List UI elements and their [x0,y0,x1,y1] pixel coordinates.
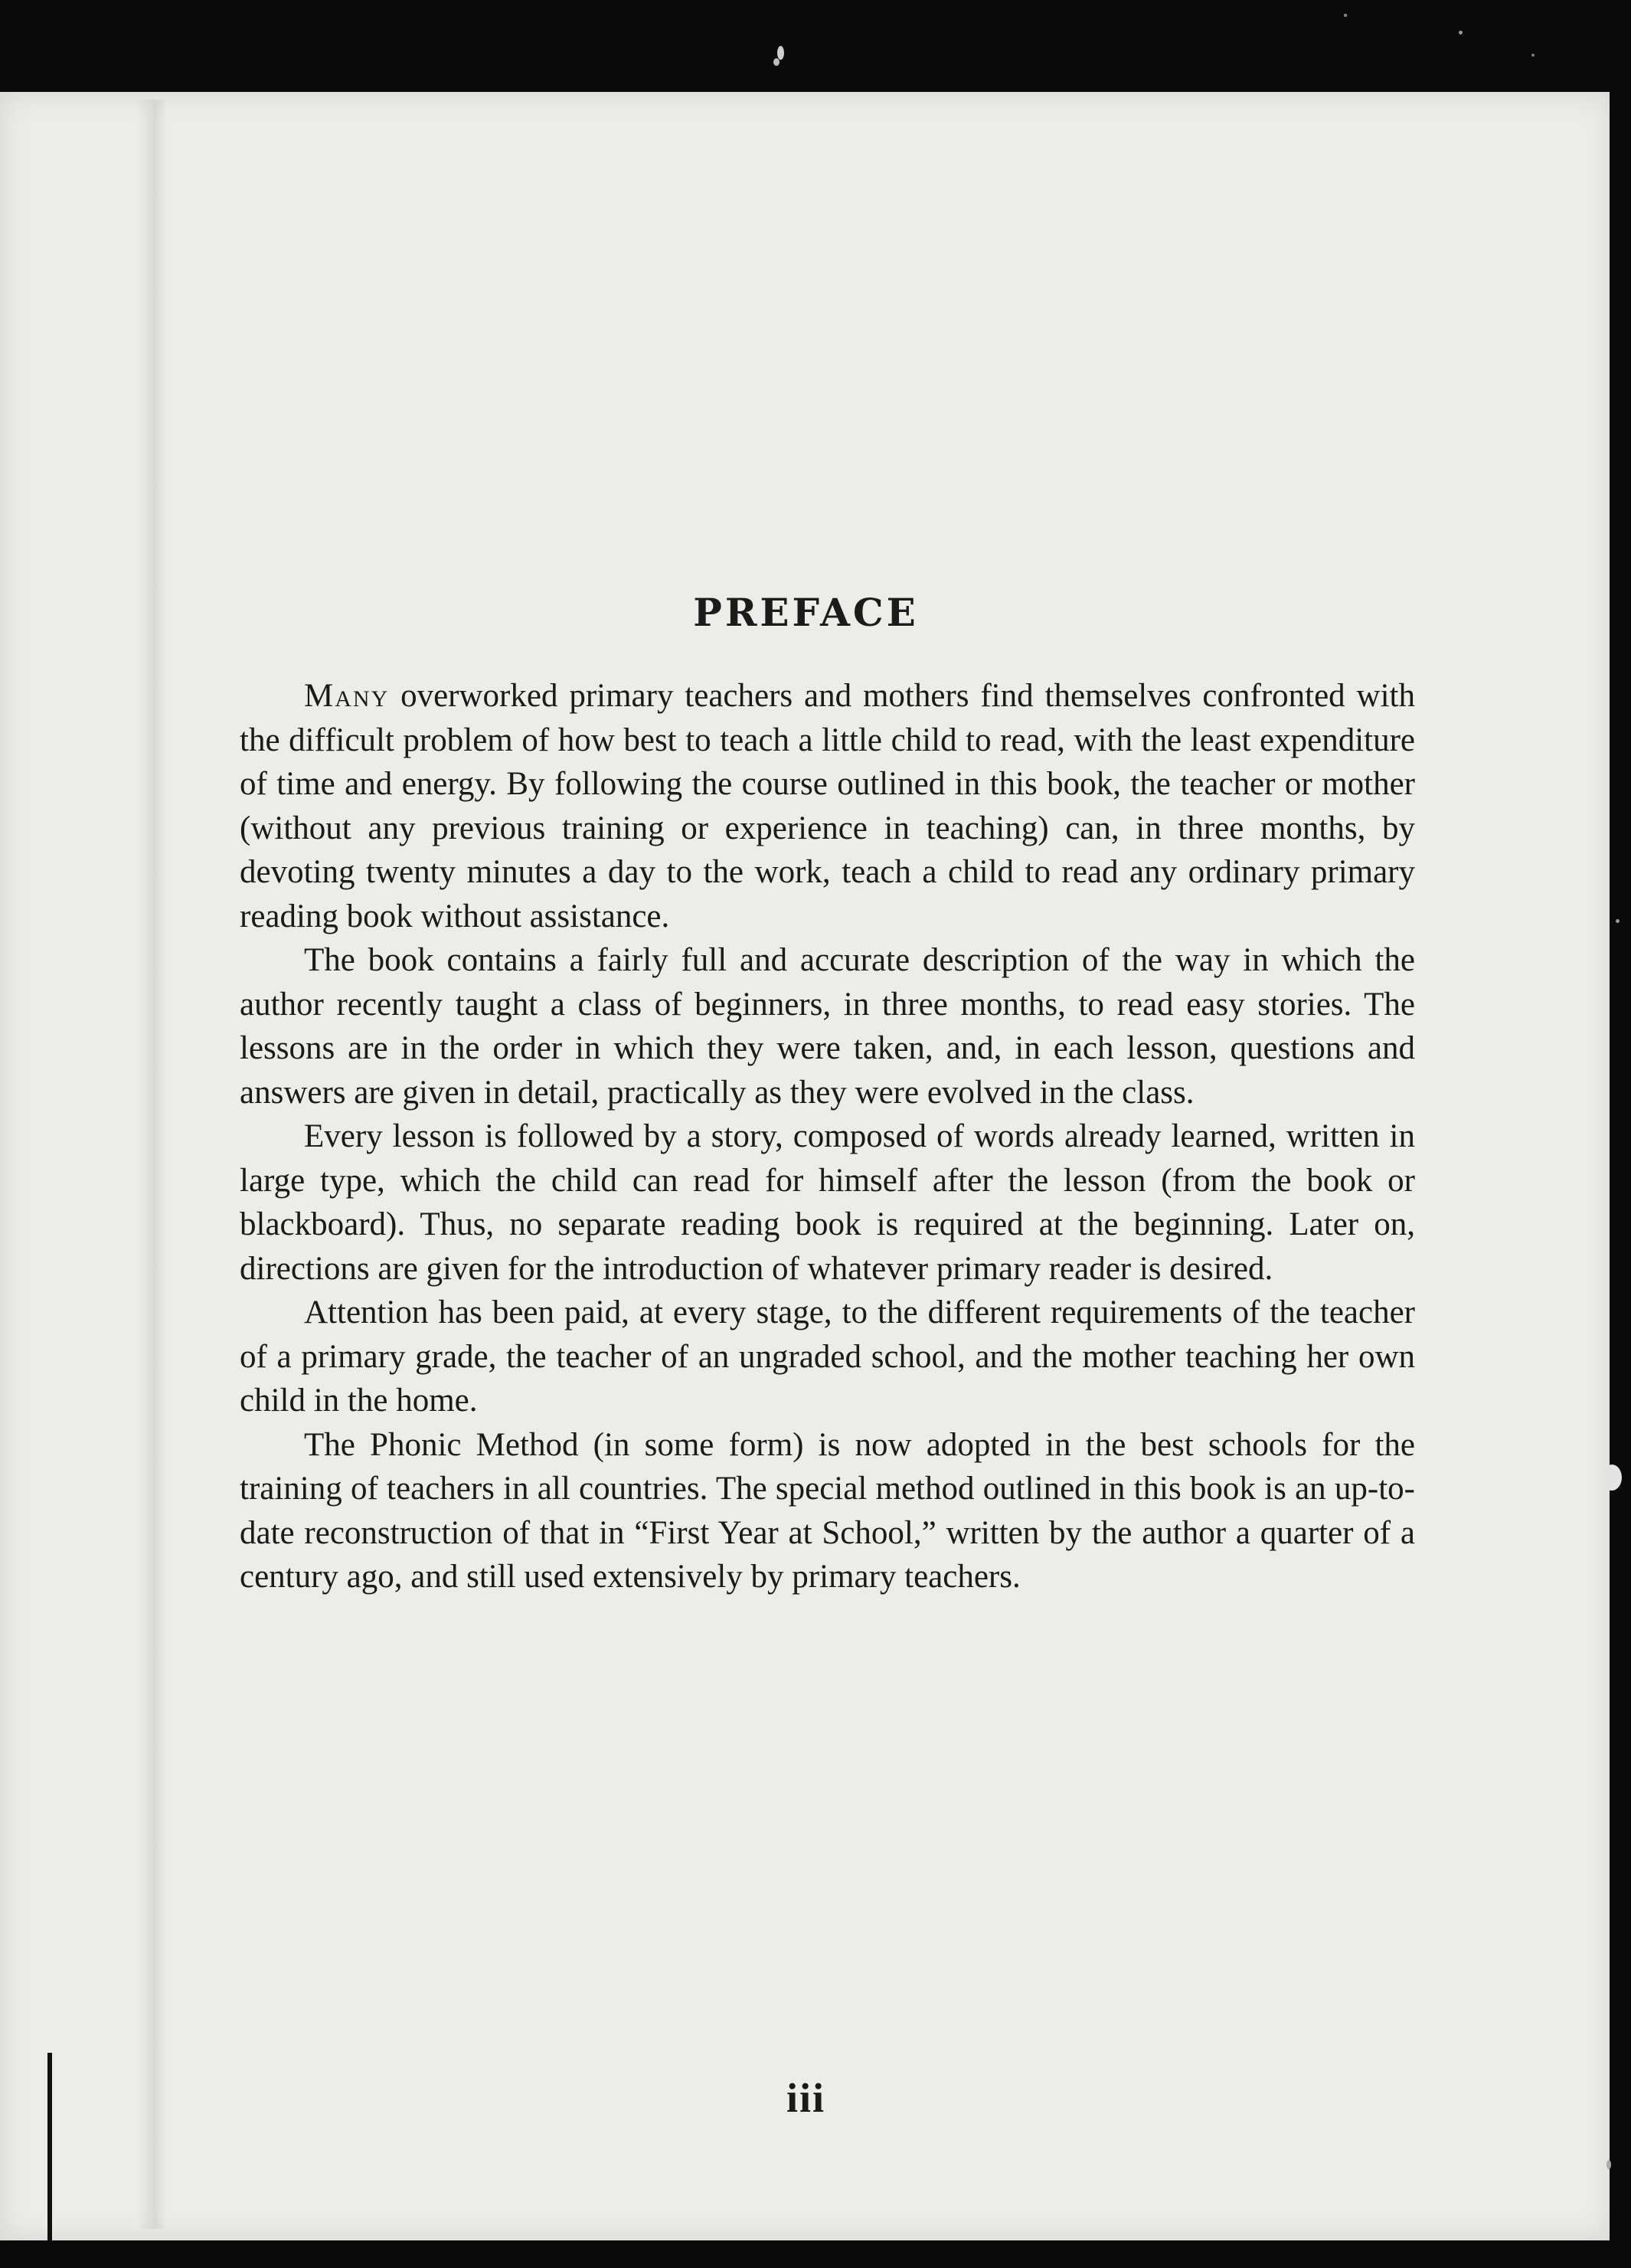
scan-speck [1344,14,1347,17]
preface-paragraph-1 [240,674,1415,938]
scan-speck [773,58,780,66]
paragraph-text: The book contains a fairly full and accurate description of the way in which the author recently taught a class of beginners, in three months, to read easy stories. The lessons are in the order in which they were taken, and, in each lesson, questions and answers are given in detail, practically as they were evolved in the class. [240,942,1415,1111]
scan-speck [1606,2160,1611,2169]
scan-speck [1602,1465,1622,1491]
paragraph-text: Every lesson is followed by a story, composed of words already learned, written in large type, which the child can read for himself after the lesson (from the book or blackboard). Thus, no separate reading book is required at the beginning. Later on, directions are given for the introduction of whatever primary reader is desired. [240,1118,1415,1287]
paragraph-lead-word: Many [304,678,390,714]
preface-paragraph-2 [240,938,1415,1114]
preface-body [240,674,1415,1599]
paragraph-text: The Phonic Method (in some form) is now adopted in the best schools for the training of teachers in all countries. The special method outlined in this book is an up-to-date reconstruction of that in “First Year at School,” written by the author a quarter of a century ago, and still used extensively by primary teachers. [240,1426,1415,1595]
scan-speck [1616,919,1620,923]
preface-paragraph-5 [240,1423,1415,1599]
preface-paragraph-4 [240,1291,1415,1423]
page-number: iii [786,2075,825,2121]
scan-speck [777,46,784,60]
preface-paragraph-3 [240,1114,1415,1291]
page-gutter-shadow [136,100,167,2229]
preface-heading: PREFACE [693,590,919,635]
scan-border-right [1610,0,1631,2268]
paragraph-text: Attention has been paid, at every stage, to the different requirements of the teacher of a primary grade, the teacher of an ungraded school, and the mother teaching her own child in the home. [240,1294,1415,1419]
paragraph-text: overworked primary teachers and mothers find themselves confronted with the difficult problem of how best to teach a little child to read, with the least expenditure of time and energy. By following the course outlined in this book, the teacher or mother (without any previous training or experience in teaching) can, in three months, by devoting twenty minutes a day to the work, teach a child to read any ordinary primary reading book without assistance. [240,678,1415,934]
scan-speck [1459,31,1463,34]
scan-speck [1531,54,1535,57]
